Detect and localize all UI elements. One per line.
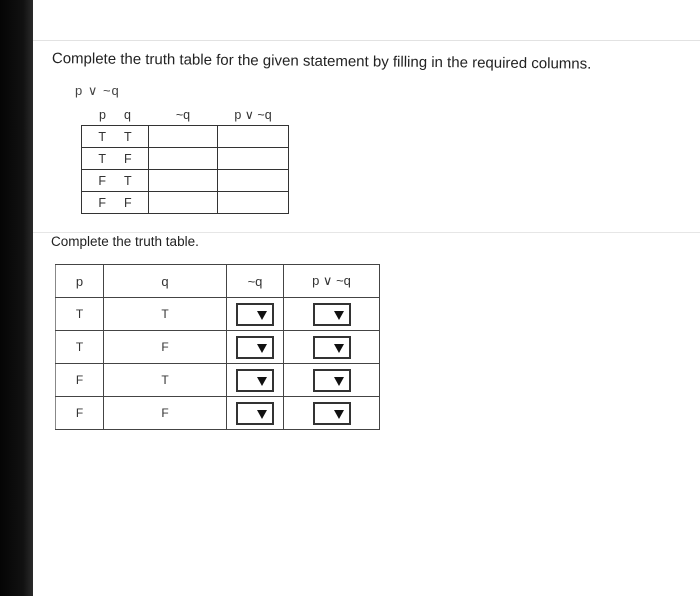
answer-row bbox=[56, 298, 380, 331]
question-instruction: Complete the truth table for the given statement by filling in the required columns. bbox=[51, 50, 592, 73]
reference-row bbox=[82, 126, 289, 148]
not-q-dropdown[interactable] bbox=[236, 402, 274, 425]
reference-cell-not-q bbox=[149, 192, 218, 214]
answer-cell-q: T bbox=[104, 364, 227, 397]
answer-header-not-q: ~q bbox=[227, 265, 284, 298]
answer-cell-p: T bbox=[56, 331, 104, 364]
reference-cell-p: F bbox=[98, 195, 106, 210]
not-q-dropdown[interactable] bbox=[236, 369, 274, 392]
answer-cell-p: T bbox=[56, 298, 104, 331]
answer-truth-table bbox=[55, 264, 380, 430]
reference-cell-q: T bbox=[124, 129, 132, 144]
p-or-not-q-dropdown[interactable] bbox=[313, 402, 351, 425]
reference-cell-q: F bbox=[124, 195, 132, 210]
reference-cell-p-or-not-q bbox=[218, 126, 289, 148]
triangle-down-icon bbox=[334, 410, 344, 419]
triangle-down-icon bbox=[257, 311, 267, 320]
answer-cell-p: F bbox=[56, 364, 104, 397]
reference-header-pq bbox=[82, 104, 149, 126]
answer-cell-q: T bbox=[104, 298, 227, 331]
top-divider bbox=[33, 40, 700, 41]
reference-cell-p-or-not-q bbox=[218, 148, 289, 170]
answer-cell-q: F bbox=[104, 397, 227, 430]
p-or-not-q-dropdown[interactable] bbox=[313, 369, 351, 392]
reference-cell-not-q bbox=[149, 170, 218, 192]
reference-truth-table bbox=[81, 104, 289, 214]
reference-row bbox=[82, 192, 289, 214]
reference-row bbox=[82, 170, 289, 192]
p-or-not-q-dropdown[interactable] bbox=[313, 336, 351, 359]
not-q-dropdown[interactable] bbox=[236, 336, 274, 359]
reference-cell-not-q bbox=[149, 126, 218, 148]
logic-statement: p ∨ ~q bbox=[75, 83, 120, 98]
reference-cell-p: T bbox=[98, 151, 106, 166]
not-q-dropdown[interactable] bbox=[236, 303, 274, 326]
reference-header-q: q bbox=[124, 107, 131, 122]
answer-header-p-or-not-q: p ∨ ~q bbox=[284, 265, 380, 298]
answer-header-p: p bbox=[56, 265, 104, 298]
answer-row bbox=[56, 331, 380, 364]
triangle-down-icon bbox=[334, 377, 344, 386]
answer-row bbox=[56, 364, 380, 397]
answer-row bbox=[56, 397, 380, 430]
reference-cell-not-q bbox=[149, 148, 218, 170]
reference-row bbox=[82, 148, 289, 170]
reference-header-p-or-not-q: p ∨ ~q bbox=[218, 104, 289, 126]
answer-header-q: q bbox=[104, 265, 227, 298]
triangle-down-icon bbox=[257, 410, 267, 419]
answer-header-row bbox=[56, 265, 380, 298]
triangle-down-icon bbox=[257, 344, 267, 353]
triangle-down-icon bbox=[257, 377, 267, 386]
triangle-down-icon bbox=[334, 344, 344, 353]
complete-prompt: Complete the truth table. bbox=[51, 234, 199, 249]
answer-cell-q: F bbox=[104, 331, 227, 364]
reference-header-row bbox=[82, 104, 289, 126]
reference-header-p: p bbox=[99, 107, 106, 122]
reference-cell-p-or-not-q bbox=[218, 192, 289, 214]
reference-cell-p-or-not-q bbox=[218, 170, 289, 192]
reference-cell-q: F bbox=[124, 151, 132, 166]
answer-cell-p: F bbox=[56, 397, 104, 430]
reference-header-not-q: ~q bbox=[149, 104, 218, 126]
reference-cell-q: T bbox=[124, 173, 132, 188]
dark-left-edge bbox=[0, 0, 33, 596]
reference-cell-p: F bbox=[98, 173, 106, 188]
p-or-not-q-dropdown[interactable] bbox=[313, 303, 351, 326]
section-divider bbox=[33, 232, 700, 233]
triangle-down-icon bbox=[334, 311, 344, 320]
reference-cell-p: T bbox=[98, 129, 106, 144]
